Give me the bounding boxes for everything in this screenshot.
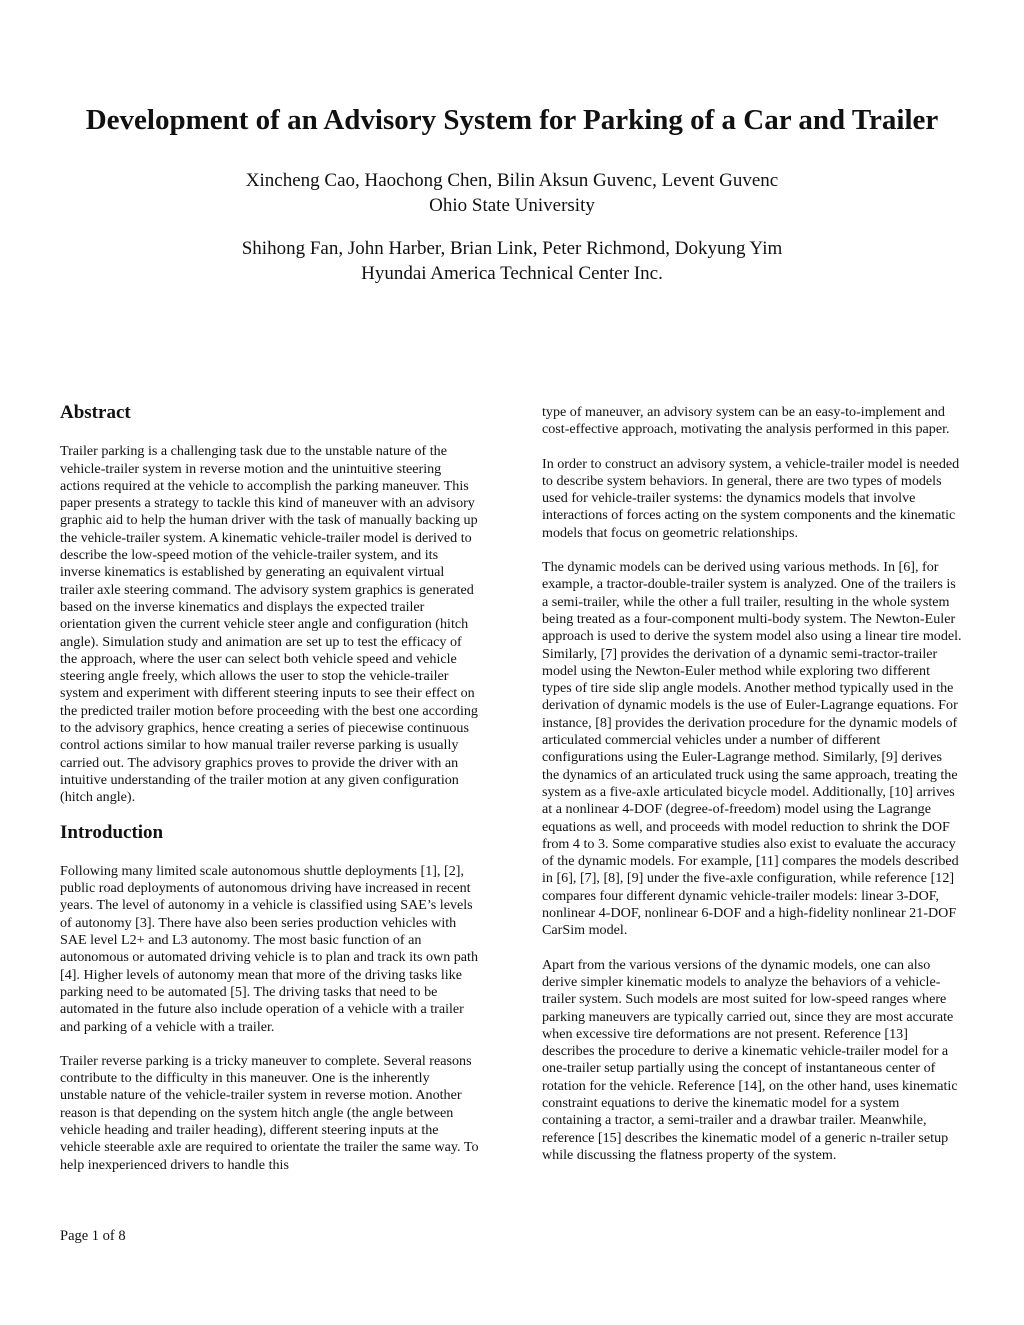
introduction-heading: Introduction — [60, 821, 164, 843]
intro-paragraph-1: Following many limited scale autonomous shuttle deployments [1], [2], public road deployments of autonomous driving have increased in recent years. The level of autonomy in a vehicle is classified using SAE’s levels of autonomy [3]. There have also been series production vehicles with SAE level L2+ and L3 autonomy. The most basic function of an autonomous or automated driving vehicle is to plan and track its own path [4]. Higher levels of autonomy mean that more of the driving tasks like parking need to be automated [5]. The driving tasks that need to be automated in the future also include operation of a vehicle with a trailer and parking of a vehicle with a trailer. — [60, 862, 479, 1035]
authors-line-2: Shihong Fan, John Harber, Brian Link, Peter Richmond, Dokyung Yim — [241, 238, 783, 259]
abstract-text: Trailer parking is a challenging task due to the unstable nature of the vehicle-trailer system in reverse motion and the unintuitive steering actions required at the vehicle to accomplish the parking maneuver. This paper presents a strategy to tackle this kind of maneuver with an advisory graphic aid to help the human driver with the task of manually backing up the vehicle-trailer system. A kinematic vehicle-trailer model is derived to describe the low-speed motion of the vehicle-trailer system, and its inverse kinematics is established by generating an equivalent virtual trailer axle steering command. The advisory system graphics is generated based on the inverse kinematics and displays the expected trailer orientation given the current vehicle steer angle and configuration (hitch angle). Simulation study and animation are set up to test the efficacy of the approach, where the user can select both vehicle speed and vehicle steering angle freely, which allows the user to stop the vehicle-trailer system and experiment with different steering inputs to see their effect on the predicted trailer motion before proceeding with the best one according to the advisory graphics, hence creating a series of piecewise continuous control actions similar to how manual trailer reverse parking is usually carried out. The advisory graphics proves to provide the driver with an intuitive understanding of the trailer motion at any given configuration (hitch angle). — [60, 443, 478, 806]
authors-line-1: Xincheng Cao, Haochong Chen, Bilin Aksun Guvenc, Levent Guvenc — [245, 170, 779, 191]
intro-paragraph-6: Apart from the various versions of the dynamic models, one can also derive simpler kinematic models to analyze the behaviors of a vehicle-trailer system. Such models are most suited for low-speed ranges where parking maneuvers are typically carried out, since they are most accurate when excessive tire deformations are not present. Reference [13] describes the procedure to derive a kinematic vehicle-trailer model for a one-trailer setup partially using the concept of instantaneous center of rotation for the vehicle. Reference [14], on the other hand, uses kinematic constraint equations to derive the kinematic model for a system containing a tractor, a semi-trailer and a drawbar trailer. Meanwhile, reference [15] describes the kinematic model of a generic n-trailer setup while discussing the flatness property of the system. — [542, 956, 958, 1163]
affiliation-1: Ohio State University — [429, 195, 595, 216]
intro-paragraph-4: In order to construct an advisory system, a vehicle-trailer model is needed to describe system behaviors. In general, there are two types of models used for vehicle-trailer systems: the dynamics models that involve interactions of forces acting on the system components and the kinematic models that focus on geometric relationships. — [542, 455, 960, 541]
author-block-1 — [0, 168, 1024, 218]
intro-paragraph-5: The dynamic models can be derived using various methods. In [6], for example, a tractor-double-trailer system is analyzed. One of the trailers is a semi-trailer, while the other a full trailer, resulting in the whole system being treated as a four-component multi-body system. The Newton-Euler approach is used to derive the system model also using a linear tire model. Similarly, [7] provides the derivation of a dynamic semi-tractor-trailer model using the Newton-Euler method while exploring two different types of tire side slip angle models. Another method typically used in the derivation of dynamic models is the use of Euler-Lagrange equations. For instance, [8] provides the derivation procedure for the dynamic models of articulated commercial vehicles under a number of different configurations using the Euler-Lagrange method. Similarly, [9] derives the dynamics of an articulated truck using the same approach, treating the system as a five-axle articulated bicycle model. Additionally, [10] arrives at a nonlinear 4-DOF (degree-of-freedom) model using the Lagrange equations as well, and proceeds with model reduction to shrink the DOF from 4 to 3. Some comparative studies also exist to evaluate the accuracy of the dynamic models. For example, [11] compares the models described in [6], [7], [8], [9] under the five-axle configuration, while reference [12] compares four different dynamic vehicle-trailer models: linear 3-DOF, nonlinear 4-DOF, nonlinear 6-DOF and a high-fidelity nonlinear 21-DOF CarSim model. — [542, 559, 962, 939]
affiliation-2: Hyundai America Technical Center Inc. — [361, 263, 663, 284]
intro-paragraph-3: type of maneuver, an advisory system can be an easy-to-implement and cost-effective approach, motivating the analysis performed in this paper. — [542, 404, 950, 438]
abstract-heading: Abstract — [60, 402, 131, 423]
left-column — [60, 404, 480, 1191]
intro-paragraph-2: Trailer reverse parking is a tricky maneuver to complete. Several reasons contribute to the difficulty in this maneuver. One is the inherently unstable nature of the vehicle-trailer system in reverse motion. Another reason is that depending on the system hitch angle (the angle between vehicle heading and trailer heading), different steering inputs at the vehicle steerable axle are required to orientate the trailer the same way. To help inexperienced drivers to handle this — [60, 1052, 479, 1173]
author-block-2 — [0, 236, 1024, 286]
page-number: Page 1 of 8 — [60, 1228, 126, 1244]
paper-title: Development of an Advisory System for Parking of a Car and Trailer — [85, 104, 939, 136]
right-column — [542, 404, 962, 1181]
